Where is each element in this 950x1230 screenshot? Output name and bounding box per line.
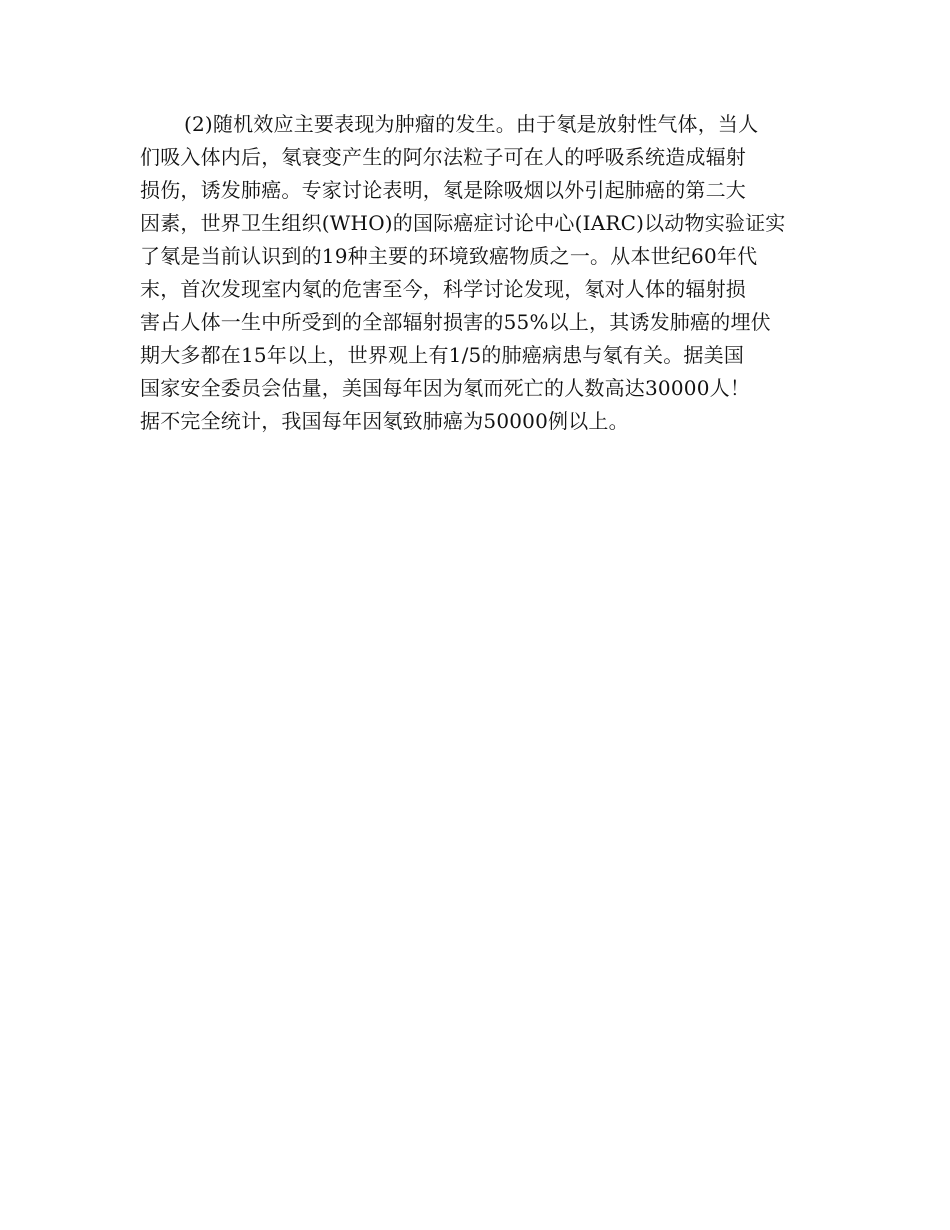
paragraph-line-6: 末，首次发现室内氡的危害至今，科学讨论发现，氡对人体的辐射损 bbox=[140, 277, 746, 301]
paragraph-line-8: 期大多都在15年以上，世界观上有1/5的肺癌病患与氡有关。据美国 bbox=[140, 343, 745, 367]
paragraph-line-1: (2)随机效应主要表现为肿瘤的发生。由于氡是放射性气体，当人 bbox=[184, 112, 759, 136]
paragraph-line-4: 因素，世界卫生组织(WHO)的国际癌症讨论中心(IARC)以动物实验证实 bbox=[140, 211, 786, 235]
paragraph-line-3: 损伤，诱发肺癌。专家讨论表明，氡是除吸烟以外引起肺癌的第二大 bbox=[140, 178, 746, 202]
paragraph-line-7: 害占人体一生中所受到的全部辐射损害的55%以上，其诱发肺癌的埋伏 bbox=[140, 310, 771, 334]
paragraph-line-10: 据不完全统计，我国每年因氡致肺癌为50000例以上。 bbox=[140, 409, 629, 433]
paragraph-line-9: 国家安全委员会估量，美国每年因为氡而死亡的人数高达30000人！ bbox=[140, 376, 751, 400]
paragraph bbox=[140, 108, 812, 438]
paragraph-line-2: 们吸入体内后，氡衰变产生的阿尔法粒子可在人的呼吸系统造成辐射 bbox=[140, 145, 746, 169]
paragraph-line-5: 了氡是当前认识到的19种主要的环境致癌物质之一。从本世纪60年代 bbox=[140, 244, 758, 268]
